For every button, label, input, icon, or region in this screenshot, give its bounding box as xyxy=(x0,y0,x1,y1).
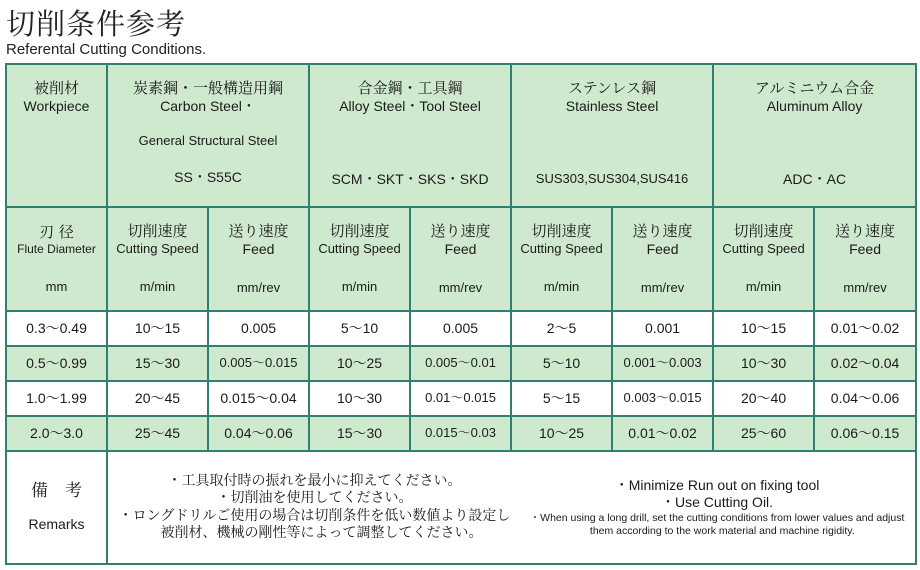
value-cell: 5〜10 xyxy=(511,346,612,381)
value-cell: 0.005〜0.01 xyxy=(410,346,511,381)
speed-header xyxy=(713,207,814,311)
material-jp: 炭素鋼・一般構造用鋼 xyxy=(133,79,284,97)
speed-unit: m/min xyxy=(745,279,782,295)
speed-label-jp: 切削速度 xyxy=(329,222,390,241)
material-header-carbon xyxy=(107,64,309,207)
material-header-alloy xyxy=(309,64,511,207)
value-cell: 0.01〜0.02 xyxy=(612,416,713,451)
material-header-row xyxy=(6,64,916,207)
value-cell: 0.005〜0.015 xyxy=(208,346,309,381)
remarks-en xyxy=(511,451,916,564)
value-cell: 0.005 xyxy=(410,311,511,346)
speed-label-en: Cutting Speed xyxy=(520,241,603,257)
remark-line: ・When using a long drill, set the cutting conditions from lower values and adjust xyxy=(529,511,905,524)
feed-header xyxy=(208,207,309,311)
feed-label-en: Feed xyxy=(444,240,477,257)
feed-unit: mm/rev xyxy=(640,280,685,295)
flute-label-en: Flute Diameter xyxy=(17,241,96,256)
table-row xyxy=(6,381,916,416)
material-grades: SUS303,SUS304,SUS416 xyxy=(535,171,689,187)
material-header-aluminum xyxy=(713,64,916,207)
feed-label-en: Feed xyxy=(242,240,275,257)
remark-line: ・切削油を使用してください。 xyxy=(216,490,413,506)
speed-label-en: Cutting Speed xyxy=(318,241,401,257)
remarks-label xyxy=(6,451,107,564)
value-cell: 10〜25 xyxy=(309,346,410,381)
feed-label-en: Feed xyxy=(849,240,882,257)
feed-label-en: Feed xyxy=(646,240,679,257)
material-en: Stainless Steel xyxy=(565,97,659,114)
page-subtitle: Referental Cutting Conditions. xyxy=(6,41,207,58)
remark-line: ・Use Cutting Oil. xyxy=(661,494,774,511)
remarks-label-jp: 備 考 xyxy=(31,481,82,502)
remarks-row xyxy=(6,451,916,564)
value-cell: 25〜45 xyxy=(107,416,208,451)
remarks-label-en: Remarks xyxy=(28,516,85,533)
speed-unit: m/min xyxy=(139,279,176,295)
value-cell: 15〜30 xyxy=(107,346,208,381)
feed-header xyxy=(410,207,511,311)
value-cell: 10〜30 xyxy=(713,346,814,381)
flute-diameter-cell: 1.0〜1.99 xyxy=(6,381,107,416)
value-cell: 0.015〜0.03 xyxy=(410,416,511,451)
value-cell: 0.001 xyxy=(612,311,713,346)
speed-header xyxy=(309,207,410,311)
value-cell: 0.005 xyxy=(208,311,309,346)
material-jp: ステンレス鋼 xyxy=(567,79,657,97)
feed-label-jp: 送り速度 xyxy=(632,221,693,240)
material-en: Alloy Steel・Tool Steel xyxy=(339,97,481,114)
remark-line: ・工具取付時の振れを最小に抑えてください。 xyxy=(167,472,462,489)
speed-unit: m/min xyxy=(341,279,378,295)
feed-unit: mm/rev xyxy=(438,280,483,295)
value-cell: 0.04〜0.06 xyxy=(208,416,309,451)
page-title: 切削条件参考 xyxy=(6,7,187,41)
value-cell: 10〜25 xyxy=(511,416,612,451)
remarks-jp xyxy=(107,451,511,564)
flute-label-jp: 刃 径 xyxy=(39,223,74,241)
feed-header xyxy=(612,207,713,311)
flute-diameter-cell: 2.0〜3.0 xyxy=(6,416,107,451)
material-en: Carbon Steel・ xyxy=(160,97,256,114)
flute-diameter-cell: 0.5〜0.99 xyxy=(6,346,107,381)
value-cell: 0.04〜0.06 xyxy=(814,381,916,416)
speed-unit: m/min xyxy=(543,279,580,295)
feed-unit: mm/rev xyxy=(843,280,887,295)
material-grades: SCM・SKT・SKS・SKD xyxy=(331,171,489,188)
workpiece-label-en: Workpiece xyxy=(23,97,90,114)
feed-label-jp: 送り速度 xyxy=(430,221,491,240)
material-en: Aluminum Alloy xyxy=(766,97,863,114)
remark-line: ・Minimize Run out on fixing tool xyxy=(614,476,820,493)
value-cell: 0.06〜0.15 xyxy=(814,416,916,451)
value-cell: 0.01〜0.015 xyxy=(410,381,511,416)
value-cell: 10〜15 xyxy=(713,311,814,346)
material-en-2: General Structural Steel xyxy=(138,133,278,149)
value-cell: 20〜45 xyxy=(107,381,208,416)
workpiece-header xyxy=(6,64,107,207)
value-cell: 0.02〜0.04 xyxy=(814,346,916,381)
flute-unit: mm xyxy=(45,278,68,294)
cutting-conditions-table xyxy=(5,63,917,565)
workpiece-label-jp: 被削材 xyxy=(33,79,79,97)
remark-line: 被削材、機械の剛性等によって調整してください。 xyxy=(146,525,483,541)
value-cell: 20〜40 xyxy=(713,381,814,416)
table-row xyxy=(6,311,916,346)
value-cell: 10〜30 xyxy=(309,381,410,416)
table-row xyxy=(6,346,916,381)
value-cell: 0.015〜0.04 xyxy=(208,381,309,416)
remark-line: them according to the work material and machine rigidity. xyxy=(579,525,855,537)
table-row xyxy=(6,416,916,451)
feed-label-jp: 送り速度 xyxy=(835,221,896,240)
material-header-stainless xyxy=(511,64,713,207)
speed-label-jp: 切削速度 xyxy=(733,222,794,241)
material-jp: アルミニウム合金 xyxy=(754,79,875,97)
remark-line: ・ロングドリルご使用の場合は切削条件を低い数値より設定し xyxy=(118,507,511,524)
feed-label-jp: 送り速度 xyxy=(228,221,289,240)
material-grades: SS・S55C xyxy=(174,168,242,185)
value-cell: 2〜5 xyxy=(511,311,612,346)
speed-label-en: Cutting Speed xyxy=(722,241,805,257)
value-cell: 25〜60 xyxy=(713,416,814,451)
value-cell: 15〜30 xyxy=(309,416,410,451)
value-cell: 5〜10 xyxy=(309,311,410,346)
speed-label-en: Cutting Speed xyxy=(116,241,199,257)
flute-diameter-header xyxy=(6,207,107,311)
value-cell: 0.001〜0.003 xyxy=(612,346,713,381)
value-cell: 5〜15 xyxy=(511,381,612,416)
parameter-header-row xyxy=(6,207,916,311)
material-grades: ADC・AC xyxy=(783,171,847,188)
flute-diameter-cell: 0.3〜0.49 xyxy=(6,311,107,346)
speed-header xyxy=(511,207,612,311)
speed-label-jp: 切削速度 xyxy=(531,222,592,241)
value-cell: 0.003〜0.015 xyxy=(612,381,713,416)
material-jp: 合金鋼・工具鋼 xyxy=(357,79,463,97)
feed-header xyxy=(814,207,916,311)
value-cell: 0.01〜0.02 xyxy=(814,311,916,346)
speed-label-jp: 切削速度 xyxy=(127,222,188,241)
feed-unit: mm/rev xyxy=(236,280,281,295)
value-cell: 10〜15 xyxy=(107,311,208,346)
speed-header xyxy=(107,207,208,311)
